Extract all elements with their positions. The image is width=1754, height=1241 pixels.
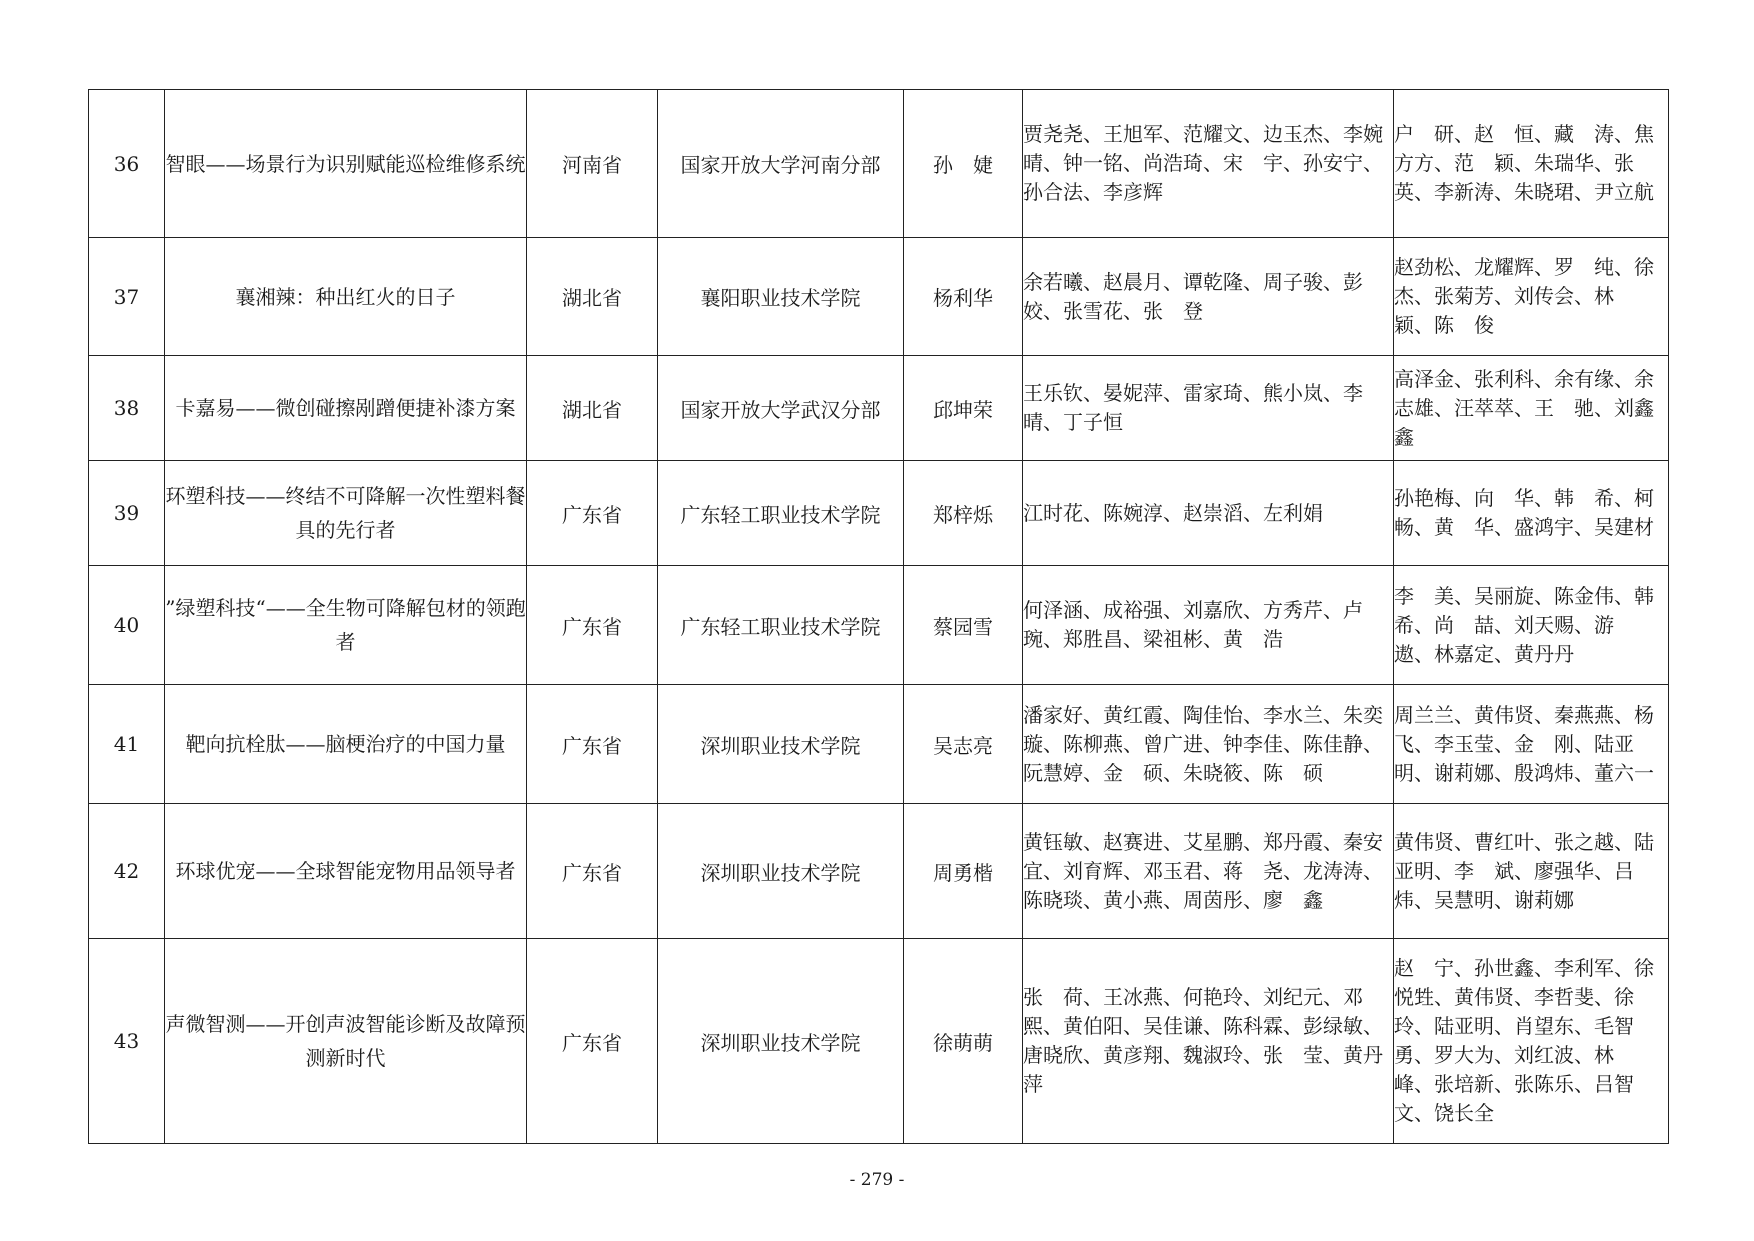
province: 广东省	[527, 461, 658, 566]
team-leader: 孙 婕	[904, 90, 1023, 238]
project-title: 智眼——场景行为识别赋能巡检维修系统	[165, 90, 527, 238]
advisors: 户 研、赵 恒、藏 涛、焦方方、范 颖、朱瑞华、张 英、李新涛、朱晓珺、尹立航	[1394, 90, 1669, 238]
team-leader: 周勇楷	[904, 804, 1023, 939]
team-members: 贾尧尧、王旭军、范耀文、边玉杰、李婉晴、钟一铭、尚浩琦、宋 宇、孙安宁、孙合法、李彦辉	[1023, 90, 1394, 238]
advisors: 赵劲松、龙耀辉、罗 纯、徐 杰、张菊芳、刘传会、林 颖、陈 俊	[1394, 238, 1669, 356]
project-title: 环塑科技——终结不可降解一次性塑料餐具的先行者	[165, 461, 527, 566]
team-members: 江时花、陈婉淳、赵崇滔、左利娟	[1023, 461, 1394, 566]
page-number: - 279 -	[849, 1170, 905, 1190]
row-number: 40	[89, 566, 165, 685]
team-members: 何泽涵、成裕强、刘嘉欣、方秀芹、卢 琬、郑胜昌、梁祖彬、黄 浩	[1023, 566, 1394, 685]
team-leader: 杨利华	[904, 238, 1023, 356]
table-row	[89, 461, 1669, 566]
row-number: 42	[89, 804, 165, 939]
row-number: 39	[89, 461, 165, 566]
project-title: ”绿塑科技“——全生物可降解包材的领跑者	[165, 566, 527, 685]
project-title: 环球优宠——全球智能宠物用品领导者	[165, 804, 527, 939]
school: 广东轻工职业技术学院	[658, 566, 904, 685]
row-number: 41	[89, 685, 165, 804]
school: 国家开放大学河南分部	[658, 90, 904, 238]
team-members: 张 荷、王冰燕、何艳玲、刘纪元、邓 熙、黄伯阳、吴佳谦、陈科霖、彭绿敏、唐晓欣、黄彦翔、魏淑玲、张 莹、黄丹萍	[1023, 939, 1394, 1144]
province: 湖北省	[527, 238, 658, 356]
project-title: 襄湘辣：种出红火的日子	[165, 238, 527, 356]
advisors: 李 美、吴丽旋、陈金伟、韩 希、尚 喆、刘天赐、游 遨、林嘉定、黄丹丹	[1394, 566, 1669, 685]
table-row	[89, 356, 1669, 461]
project-title: 卡嘉易——微创碰擦剐蹭便捷补漆方案	[165, 356, 527, 461]
award-table	[88, 89, 1674, 1144]
team-leader: 邱坤荣	[904, 356, 1023, 461]
school: 襄阳职业技术学院	[658, 238, 904, 356]
team-members: 黄钰敏、赵赛进、艾星鹏、郑丹霞、秦安宜、刘育辉、邓玉君、蒋 尧、龙涛涛、陈晓琰、黄小燕、周茵彤、廖 鑫	[1023, 804, 1394, 939]
school: 深圳职业技术学院	[658, 939, 904, 1144]
team-members: 潘家好、黄红霞、陶佳怡、李水兰、朱奕璇、陈柳燕、曾广进、钟李佳、陈佳静、阮慧婷、金 硕、朱晓筱、陈 硕	[1023, 685, 1394, 804]
advisors: 周兰兰、黄伟贤、秦燕燕、杨 飞、李玉莹、金 刚、陆亚明、谢莉娜、殷鸿炜、董六一	[1394, 685, 1669, 804]
advisors: 黄伟贤、曹红叶、张之越、陆亚明、李 斌、廖强华、吕 炜、吴慧明、谢莉娜	[1394, 804, 1669, 939]
province: 湖北省	[527, 356, 658, 461]
team-members: 王乐钦、晏妮萍、雷家琦、熊小岚、李 晴、丁子恒	[1023, 356, 1394, 461]
table-row	[89, 804, 1669, 939]
table-row	[89, 566, 1669, 685]
school: 国家开放大学武汉分部	[658, 356, 904, 461]
team-leader: 蔡园雪	[904, 566, 1023, 685]
team-leader: 吴志亮	[904, 685, 1023, 804]
team-members: 余若曦、赵晨月、谭乾隆、周子骏、彭 姣、张雪花、张 登	[1023, 238, 1394, 356]
province: 广东省	[527, 939, 658, 1144]
table-row	[89, 939, 1669, 1144]
project-title: 声微智测——开创声波智能诊断及故障预测新时代	[165, 939, 527, 1144]
team-leader: 徐萌萌	[904, 939, 1023, 1144]
row-number: 36	[89, 90, 165, 238]
row-number: 37	[89, 238, 165, 356]
table-row	[89, 685, 1669, 804]
province: 广东省	[527, 566, 658, 685]
school: 深圳职业技术学院	[658, 685, 904, 804]
team-leader: 郑梓烁	[904, 461, 1023, 566]
school: 深圳职业技术学院	[658, 804, 904, 939]
advisors: 赵 宁、孙世鑫、李利军、徐悦甡、黄伟贤、李哲斐、徐 玲、陆亚明、肖望东、毛智勇、罗大为、刘红波、林 峰、张培新、张陈乐、吕智文、饶长全	[1394, 939, 1669, 1144]
advisors: 孙艳梅、向 华、韩 希、柯 畅、黄 华、盛鸿宇、吴建材	[1394, 461, 1669, 566]
province: 广东省	[527, 804, 658, 939]
table-row	[89, 90, 1669, 238]
province: 河南省	[527, 90, 658, 238]
province: 广东省	[527, 685, 658, 804]
advisors: 高泽金、张利科、余有缘、余志雄、汪萃萃、王 驰、刘鑫鑫	[1394, 356, 1669, 461]
row-number: 38	[89, 356, 165, 461]
school: 广东轻工职业技术学院	[658, 461, 904, 566]
project-title: 靶向抗栓肽——脑梗治疗的中国力量	[165, 685, 527, 804]
row-number: 43	[89, 939, 165, 1144]
table-row	[89, 238, 1669, 356]
